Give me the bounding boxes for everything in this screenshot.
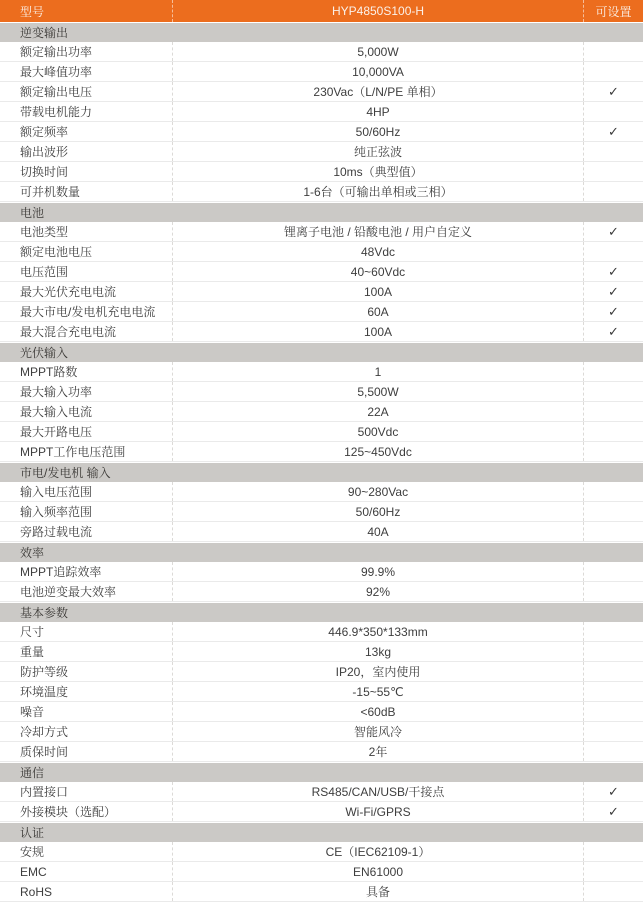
- spec-row: [0, 242, 643, 262]
- section-title: 光伏输入: [20, 346, 69, 360]
- spec-value: 100A: [172, 282, 583, 301]
- spec-label: 额定输出电压: [20, 85, 93, 99]
- section-header-row: [0, 462, 643, 482]
- spec-value: 92%: [172, 582, 583, 601]
- settable-cell: [583, 782, 643, 801]
- settable-cell: [583, 262, 643, 281]
- spec-value: 90~280Vac: [172, 482, 583, 501]
- settable-cell: [583, 622, 643, 641]
- spec-label: RoHS: [20, 884, 53, 899]
- spec-value: 具备: [172, 882, 583, 901]
- spec-row: [0, 842, 643, 862]
- settable-cell: [583, 582, 643, 601]
- settable-cell: [583, 62, 643, 81]
- spec-value: 10,000VA: [172, 62, 583, 81]
- spec-value: 50/60Hz: [172, 502, 583, 521]
- spec-value: 40A: [172, 522, 583, 541]
- spec-row: [0, 402, 643, 422]
- spec-label: 冷却方式: [20, 725, 69, 739]
- section-header-row: [0, 762, 643, 782]
- spec-label: MPPT追踪效率: [20, 565, 102, 579]
- section-header-row: [0, 342, 643, 362]
- spec-row: [0, 122, 643, 142]
- spec-row: [0, 702, 643, 722]
- settable-cell: [583, 322, 643, 341]
- spec-row: [0, 882, 643, 902]
- settable-cell: [583, 382, 643, 401]
- settable-cell: [583, 442, 643, 461]
- spec-row: [0, 502, 643, 522]
- spec-row: [0, 62, 643, 82]
- settable-cell: [583, 102, 643, 121]
- spec-row: [0, 82, 643, 102]
- settable-checkmark: ✓: [608, 84, 619, 99]
- spec-row: [0, 562, 643, 582]
- spec-label: 额定输出功率: [20, 45, 93, 59]
- settable-cell: [583, 842, 643, 861]
- settable-cell: [583, 42, 643, 61]
- settable-cell: [583, 182, 643, 201]
- settable-cell: [583, 722, 643, 741]
- spec-value: 50/60Hz: [172, 122, 583, 141]
- spec-row: [0, 722, 643, 742]
- spec-value: 5,500W: [172, 382, 583, 401]
- spec-value: 230Vac（L/N/PE 单相）: [172, 82, 583, 101]
- section-header-row: [0, 602, 643, 622]
- spec-value: 13kg: [172, 642, 583, 661]
- spec-label: 尺寸: [20, 625, 45, 639]
- settable-cell: [583, 242, 643, 261]
- spec-table-body: [0, 22, 643, 902]
- settable-cell: [583, 642, 643, 661]
- spec-label: 切换时间: [20, 165, 69, 179]
- spec-label: 环境温度: [20, 685, 69, 699]
- spec-value: 48Vdc: [172, 242, 583, 261]
- settable-cell: [583, 422, 643, 441]
- spec-row: [0, 662, 643, 682]
- spec-row: [0, 182, 643, 202]
- spec-value: 22A: [172, 402, 583, 421]
- spec-row: [0, 522, 643, 542]
- spec-label: 最大光伏充电电流: [20, 285, 117, 299]
- spec-value: 锂离子电池 / 铅酸电池 / 用户自定义: [172, 222, 583, 241]
- spec-row: [0, 782, 643, 802]
- settable-cell: [583, 162, 643, 181]
- spec-value: 1: [172, 362, 583, 381]
- settable-cell: [583, 362, 643, 381]
- spec-label: 旁路过载电流: [20, 525, 93, 539]
- spec-label: 防护等级: [20, 665, 69, 679]
- spec-label: 重量: [20, 645, 45, 659]
- settable-cell: [583, 882, 643, 901]
- settable-checkmark: ✓: [608, 304, 619, 319]
- spec-label: 带载电机能力: [20, 105, 93, 119]
- spec-row: [0, 642, 643, 662]
- settable-cell: [583, 682, 643, 701]
- spec-row: [0, 282, 643, 302]
- spec-label: 最大峰值功率: [20, 65, 93, 79]
- spec-value: 125~450Vdc: [172, 442, 583, 461]
- header-model-label: 型号: [20, 4, 45, 19]
- spec-label: 最大混合充电电流: [20, 325, 117, 339]
- spec-row: [0, 302, 643, 322]
- settable-checkmark: ✓: [608, 784, 619, 799]
- spec-label: 电池逆变最大效率: [20, 585, 117, 599]
- section-header-row: [0, 202, 643, 222]
- spec-value: EN61000: [172, 862, 583, 881]
- spec-value: CE（IEC62109-1）: [172, 842, 583, 861]
- spec-row: [0, 582, 643, 602]
- spec-row: [0, 142, 643, 162]
- spec-label: MPPT路数: [20, 365, 78, 379]
- spec-value: 4HP: [172, 102, 583, 121]
- settable-cell: [583, 742, 643, 761]
- spec-value: <60dB: [172, 702, 583, 721]
- settable-cell: [583, 142, 643, 161]
- settable-cell: [583, 502, 643, 521]
- spec-label: 输出波形: [20, 145, 69, 159]
- spec-label: EMC: [20, 864, 47, 879]
- spec-label: 可并机数量: [20, 185, 81, 199]
- settable-cell: [583, 482, 643, 501]
- spec-value: RS485/CAN/USB/干接点: [172, 782, 583, 801]
- spec-label: 噪音: [20, 705, 45, 719]
- section-header-row: [0, 22, 643, 42]
- settable-cell: [583, 862, 643, 881]
- spec-row: [0, 482, 643, 502]
- spec-value: -15~55℃: [172, 682, 583, 701]
- section-header-row: [0, 542, 643, 562]
- settable-cell: [583, 662, 643, 681]
- section-title: 通信: [20, 766, 45, 780]
- spec-row: [0, 162, 643, 182]
- settable-cell: [583, 522, 643, 541]
- settable-checkmark: ✓: [608, 324, 619, 339]
- spec-row: [0, 622, 643, 642]
- settable-cell: [583, 122, 643, 141]
- spec-row: [0, 742, 643, 762]
- spec-value: 5,000W: [172, 42, 583, 61]
- spec-row: [0, 222, 643, 242]
- spec-label: 电池类型: [20, 225, 69, 239]
- settable-checkmark: ✓: [608, 264, 619, 279]
- settable-cell: [583, 562, 643, 581]
- spec-label: 最大开路电压: [20, 425, 93, 439]
- spec-value: 100A: [172, 322, 583, 341]
- spec-row: [0, 322, 643, 342]
- settable-cell: [583, 82, 643, 101]
- spec-label: 输入电压范围: [20, 485, 93, 499]
- spec-label: MPPT工作电压范围: [20, 445, 126, 459]
- section-title: 电池: [20, 206, 45, 220]
- settable-checkmark: ✓: [608, 804, 619, 819]
- header-settable-label: 可设置: [583, 0, 643, 22]
- section-title: 认证: [20, 826, 45, 840]
- section-title: 逆变输出: [20, 26, 69, 40]
- spec-value: 智能风冷: [172, 722, 583, 741]
- spec-label: 最大输入功率: [20, 385, 93, 399]
- section-title: 基本参数: [20, 606, 69, 620]
- spec-value: 1-6台（可输出单相或三相）: [172, 182, 583, 201]
- spec-value: IP20，室内使用: [172, 662, 583, 681]
- header-model-value: HYP4850S100-H: [172, 0, 583, 22]
- spec-label: 输入频率范围: [20, 505, 93, 519]
- settable-cell: [583, 402, 643, 421]
- settable-cell: [583, 802, 643, 821]
- spec-label: 外接模块（选配）: [20, 805, 117, 819]
- table-header-row: [0, 0, 643, 22]
- settable-cell: [583, 222, 643, 241]
- spec-label: 额定电池电压: [20, 245, 93, 259]
- spec-value: Wi-Fi/GPRS: [172, 802, 583, 821]
- settable-cell: [583, 302, 643, 321]
- spec-row: [0, 102, 643, 122]
- spec-row: [0, 802, 643, 822]
- spec-row: [0, 42, 643, 62]
- section-header-row: [0, 822, 643, 842]
- spec-row: [0, 422, 643, 442]
- spec-row: [0, 442, 643, 462]
- settable-checkmark: ✓: [608, 284, 619, 299]
- spec-value: 纯正弦波: [172, 142, 583, 161]
- settable-cell: [583, 282, 643, 301]
- spec-label: 最大输入电流: [20, 405, 93, 419]
- spec-value: 500Vdc: [172, 422, 583, 441]
- spec-label: 最大市电/发电机充电电流: [20, 305, 156, 319]
- spec-label: 额定频率: [20, 125, 69, 139]
- spec-value: 40~60Vdc: [172, 262, 583, 281]
- spec-value: 60A: [172, 302, 583, 321]
- spec-row: [0, 362, 643, 382]
- spec-row: [0, 682, 643, 702]
- spec-row: [0, 382, 643, 402]
- spec-value: 446.9*350*133mm: [172, 622, 583, 641]
- spec-label: 安规: [20, 845, 45, 859]
- spec-value: 2年: [172, 742, 583, 761]
- spec-row: [0, 262, 643, 282]
- settable-checkmark: ✓: [608, 224, 619, 239]
- section-title: 市电/发电机 输入: [20, 466, 111, 480]
- spec-label: 质保时间: [20, 745, 69, 759]
- section-title: 效率: [20, 546, 45, 560]
- settable-checkmark: ✓: [608, 124, 619, 139]
- spec-row: [0, 862, 643, 882]
- spec-label: 电压范围: [20, 265, 69, 279]
- spec-value: 10ms（典型值）: [172, 162, 583, 181]
- settable-cell: [583, 702, 643, 721]
- spec-value: 99.9%: [172, 562, 583, 581]
- spec-label: 内置接口: [20, 785, 69, 799]
